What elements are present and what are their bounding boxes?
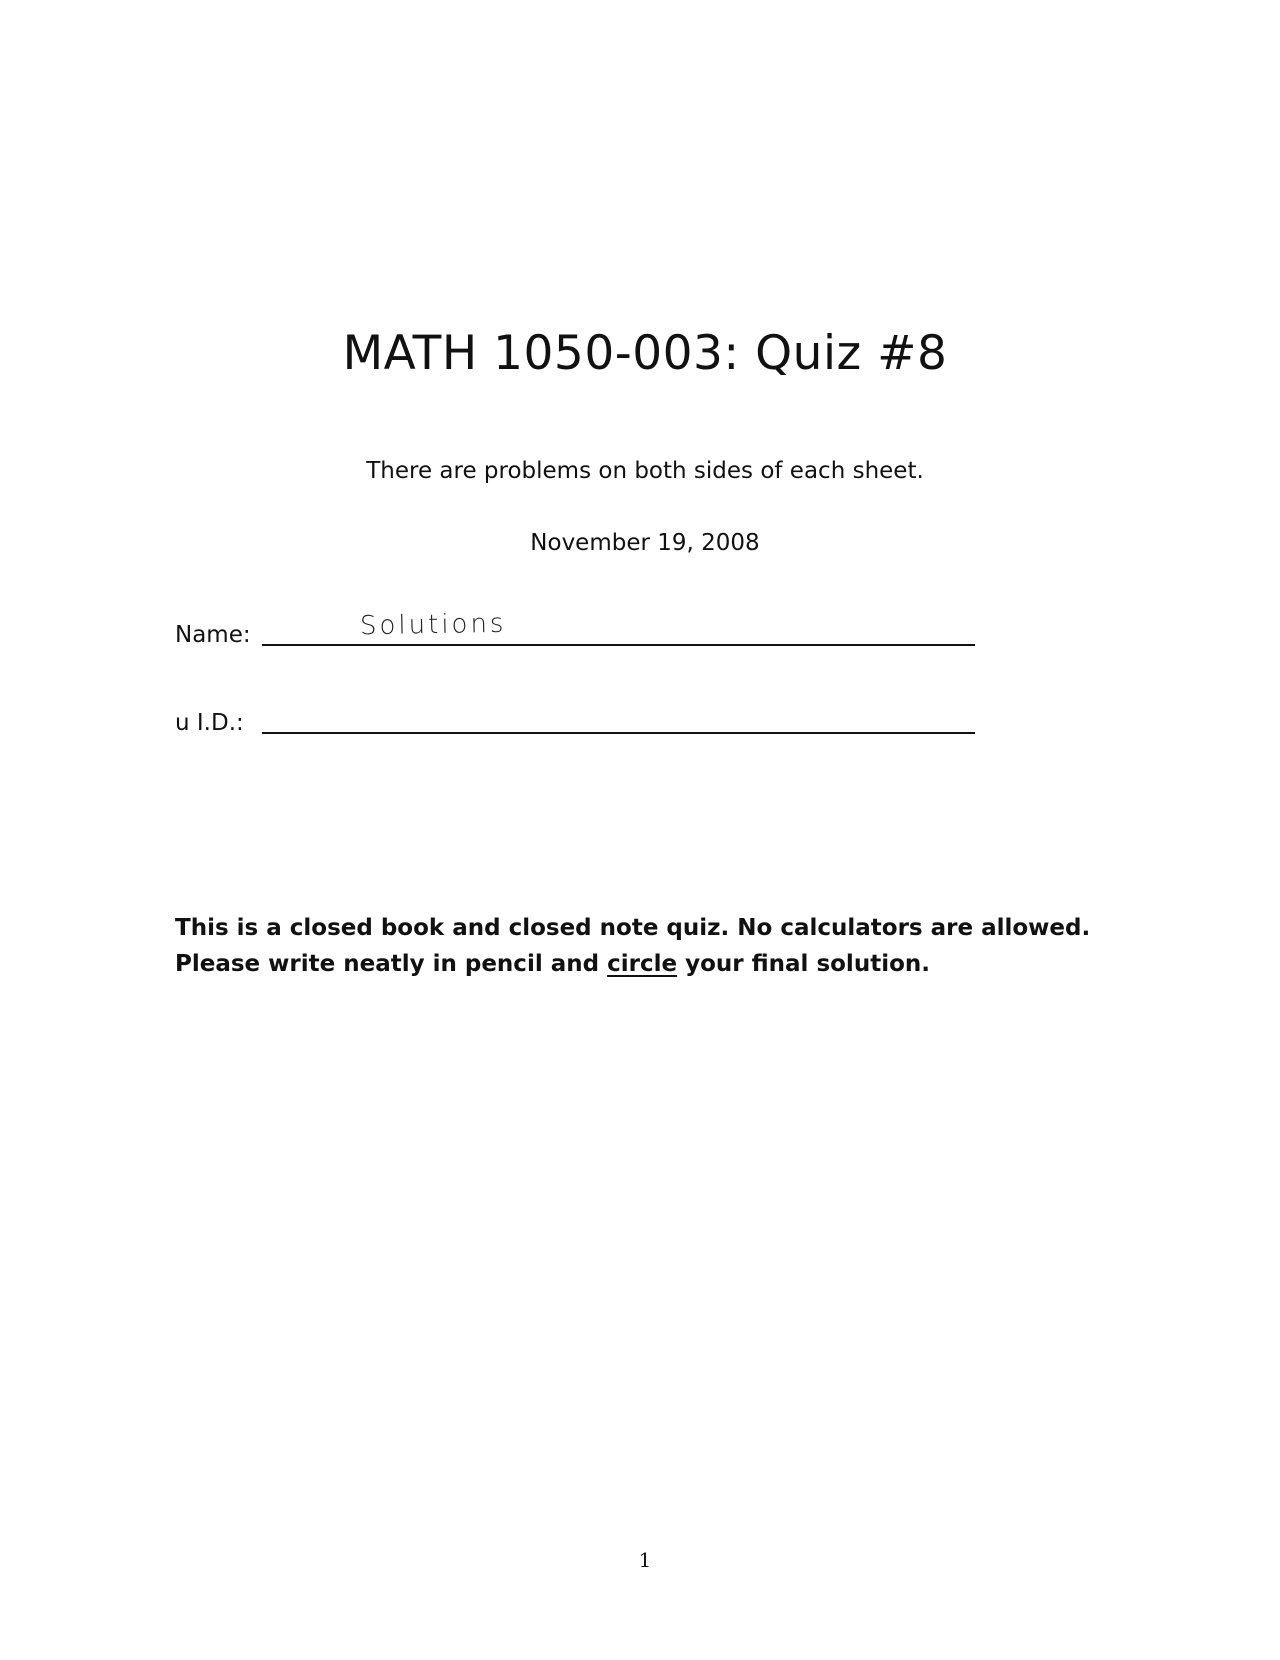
instructions-line-1: This is a closed book and closed note quiz. No calculators are allowed. — [175, 915, 1091, 941]
name-underline — [262, 644, 975, 646]
page-number: 1 — [638, 1548, 652, 1572]
circle-emphasis: circle — [607, 951, 678, 977]
name-handwritten-value: Solutions — [359, 608, 507, 642]
instructions-line-2-end: your final solution. — [685, 951, 930, 977]
instructions-line-2 — [175, 946, 1135, 982]
two-sided-notice: There are problems on both sides of each sheet. — [366, 458, 924, 484]
uid-field — [175, 700, 975, 740]
quiz-date: November 19, 2008 — [530, 530, 760, 556]
instructions-line-2-start: Please write neatly in pencil and — [175, 951, 600, 977]
page-title: MATH 1050-003: Quiz #8 — [342, 326, 948, 381]
name-field — [175, 608, 975, 652]
quiz-instructions — [175, 910, 1135, 982]
name-label: Name: — [175, 622, 251, 648]
uid-label: u I.D.: — [175, 710, 244, 736]
uid-underline — [262, 732, 975, 734]
